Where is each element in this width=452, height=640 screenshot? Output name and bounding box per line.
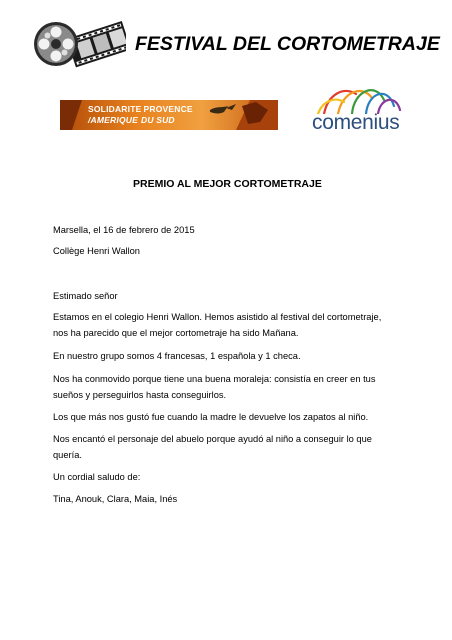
festival-title: FESTIVAL DEL CORTOMETRAJE bbox=[135, 33, 440, 55]
paragraph-3-line-2: sueños y perseguirlos hasta conseguirlos. bbox=[53, 390, 227, 400]
banner-line-1: SOLIDARITE PROVENCE bbox=[88, 104, 193, 114]
paragraph-5-line-2: quería. bbox=[53, 450, 82, 460]
paragraph-2: En nuestro grupo somos 4 francesas, 1 española y 1 checa. bbox=[53, 351, 301, 361]
paragraph-4: Los que más nos gustó fue cuando la madre le devuelve los zapatos al niño. bbox=[53, 412, 369, 422]
letter-school: Collège Henri Wallon bbox=[53, 246, 140, 256]
letter-greeting: Estimado señor bbox=[53, 291, 118, 301]
letter-date: Marsella, el 16 de febrero de 2015 bbox=[53, 225, 195, 235]
comenius-logo-arcs bbox=[314, 80, 406, 114]
banner-line-2: /AMERIQUE DU SUD bbox=[88, 115, 175, 125]
paragraph-1-line-2: nos ha parecido que el mejor cortometraje ha sido Mañana. bbox=[53, 328, 299, 338]
letter-signatures: Tina, Anouk, Clara, Maia, Inés bbox=[53, 494, 178, 504]
paragraph-3-line-1: Nos ha conmovido porque tiene una buena moraleja: consistía en creer en tus bbox=[53, 374, 376, 384]
film-reel-icon bbox=[30, 14, 126, 76]
paragraph-1-line-1: Estamos en el colegio Henri Wallon. Hemos asistido al festival del cortometraje, bbox=[53, 312, 382, 322]
letter-closing: Un cordial saludo de: bbox=[53, 472, 141, 482]
comenius-wordmark: comenius bbox=[312, 111, 400, 134]
prize-title: PREMIO AL MEJOR CORTOMETRAJE bbox=[133, 178, 322, 190]
paragraph-5-line-1: Nos encantó el personaje del abuelo porque ayudó al niño a conseguir lo que bbox=[53, 434, 372, 444]
solidarite-banner-logo bbox=[60, 100, 278, 130]
